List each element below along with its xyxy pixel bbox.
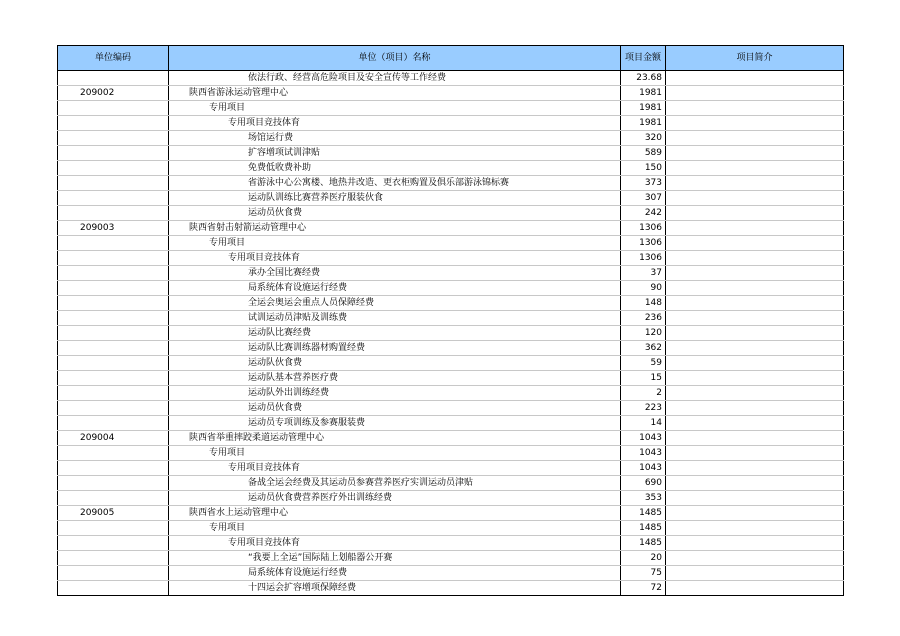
table-row bbox=[58, 236, 844, 251]
table-row bbox=[58, 446, 844, 461]
unit-name-cell: 试训运动员津贴及训练费 bbox=[169, 311, 621, 326]
amount-cell: 72 bbox=[621, 581, 666, 596]
unit-code-cell bbox=[58, 371, 169, 386]
amount-cell: 2 bbox=[621, 386, 666, 401]
amount-cell: 589 bbox=[621, 146, 666, 161]
table-row bbox=[58, 536, 844, 551]
amount-cell: 1981 bbox=[621, 116, 666, 131]
header-description: 项目简介 bbox=[666, 46, 844, 71]
table-row bbox=[58, 341, 844, 356]
unit-code-cell bbox=[58, 191, 169, 206]
unit-name-cell: 省游泳中心公寓楼、地热井改造、更衣柜购置及俱乐部游泳锦标赛 bbox=[169, 176, 621, 191]
unit-code-cell bbox=[58, 176, 169, 191]
table-row bbox=[58, 86, 844, 101]
unit-name-cell: 局系统体育设施运行经费 bbox=[169, 566, 621, 581]
unit-name-cell: 全运会奥运会重点人员保障经费 bbox=[169, 296, 621, 311]
description-cell bbox=[666, 476, 844, 491]
table-row bbox=[58, 521, 844, 536]
unit-code-cell bbox=[58, 326, 169, 341]
table-row bbox=[58, 146, 844, 161]
amount-cell: 320 bbox=[621, 131, 666, 146]
amount-cell: 690 bbox=[621, 476, 666, 491]
description-cell bbox=[666, 356, 844, 371]
unit-code-cell: 209002 bbox=[58, 86, 169, 101]
unit-code-cell bbox=[58, 311, 169, 326]
unit-name-cell: 扩容增项试训津贴 bbox=[169, 146, 621, 161]
unit-code-cell bbox=[58, 206, 169, 221]
description-cell bbox=[666, 551, 844, 566]
unit-name-cell: 场馆运行费 bbox=[169, 131, 621, 146]
amount-cell: 15 bbox=[621, 371, 666, 386]
unit-code-cell bbox=[58, 401, 169, 416]
table-row bbox=[58, 176, 844, 191]
header-amount: 项目金额 bbox=[621, 46, 666, 71]
description-cell bbox=[666, 371, 844, 386]
unit-name-cell: 运动队比赛经费 bbox=[169, 326, 621, 341]
description-cell bbox=[666, 401, 844, 416]
amount-cell: 1306 bbox=[621, 221, 666, 236]
unit-code-cell bbox=[58, 281, 169, 296]
table-row bbox=[58, 131, 844, 146]
description-cell bbox=[666, 341, 844, 356]
amount-cell: 23.68 bbox=[621, 71, 666, 86]
table-row bbox=[58, 371, 844, 386]
table-row bbox=[58, 206, 844, 221]
unit-name-cell: 专用项目竞技体育 bbox=[169, 461, 621, 476]
table-row bbox=[58, 401, 844, 416]
amount-cell: 150 bbox=[621, 161, 666, 176]
description-cell bbox=[666, 521, 844, 536]
description-cell bbox=[666, 581, 844, 596]
unit-name-cell: 运动队训练比赛营养医疗服装伙食 bbox=[169, 191, 621, 206]
table-row bbox=[58, 386, 844, 401]
description-cell bbox=[666, 161, 844, 176]
description-cell bbox=[666, 86, 844, 101]
unit-code-cell bbox=[58, 266, 169, 281]
unit-name-cell: 专用项目 bbox=[169, 446, 621, 461]
unit-name-cell: 专用项目 bbox=[169, 236, 621, 251]
amount-cell: 307 bbox=[621, 191, 666, 206]
table-row bbox=[58, 251, 844, 266]
unit-name-cell: 运动员伙食费营养医疗外出训练经费 bbox=[169, 491, 621, 506]
table-header-row bbox=[58, 46, 844, 71]
unit-code-cell bbox=[58, 71, 169, 86]
unit-name-cell: 运动队比赛训练器材购置经费 bbox=[169, 341, 621, 356]
unit-code-cell bbox=[58, 236, 169, 251]
unit-code-cell bbox=[58, 551, 169, 566]
budget-table-sheet bbox=[57, 45, 843, 596]
unit-code-cell bbox=[58, 146, 169, 161]
unit-code-cell: 209005 bbox=[58, 506, 169, 521]
description-cell bbox=[666, 446, 844, 461]
unit-name-cell: 局系统体育设施运行经费 bbox=[169, 281, 621, 296]
table-row bbox=[58, 416, 844, 431]
unit-name-cell: 陕西省游泳运动管理中心 bbox=[169, 86, 621, 101]
amount-cell: 20 bbox=[621, 551, 666, 566]
unit-name-cell: 依法行政、经营高危险项目及安全宣传等工作经费 bbox=[169, 71, 621, 86]
unit-name-cell: 陕西省举重摔跤柔道运动管理中心 bbox=[169, 431, 621, 446]
description-cell bbox=[666, 431, 844, 446]
amount-cell: 1981 bbox=[621, 101, 666, 116]
description-cell bbox=[666, 566, 844, 581]
amount-cell: 1485 bbox=[621, 536, 666, 551]
table-row bbox=[58, 161, 844, 176]
unit-code-cell bbox=[58, 491, 169, 506]
amount-cell: 148 bbox=[621, 296, 666, 311]
unit-code-cell bbox=[58, 341, 169, 356]
unit-name-cell: 专用项目 bbox=[169, 521, 621, 536]
amount-cell: 14 bbox=[621, 416, 666, 431]
table-row bbox=[58, 326, 844, 341]
description-cell bbox=[666, 176, 844, 191]
unit-name-cell: 运动队外出训练经费 bbox=[169, 386, 621, 401]
unit-code-cell bbox=[58, 116, 169, 131]
description-cell bbox=[666, 146, 844, 161]
unit-name-cell: 陕西省射击射箭运动管理中心 bbox=[169, 221, 621, 236]
description-cell bbox=[666, 116, 844, 131]
table-row bbox=[58, 476, 844, 491]
unit-name-cell: 陕西省水上运动管理中心 bbox=[169, 506, 621, 521]
unit-code-cell bbox=[58, 446, 169, 461]
amount-cell: 373 bbox=[621, 176, 666, 191]
table-row bbox=[58, 461, 844, 476]
amount-cell: 1485 bbox=[621, 506, 666, 521]
description-cell bbox=[666, 191, 844, 206]
unit-code-cell bbox=[58, 386, 169, 401]
unit-code-cell bbox=[58, 416, 169, 431]
unit-code-cell bbox=[58, 356, 169, 371]
amount-cell: 120 bbox=[621, 326, 666, 341]
table-row bbox=[58, 191, 844, 206]
description-cell bbox=[666, 296, 844, 311]
header-unit-code: 单位编码 bbox=[58, 46, 169, 71]
unit-code-cell: 209004 bbox=[58, 431, 169, 446]
amount-cell: 1981 bbox=[621, 86, 666, 101]
budget-table bbox=[57, 45, 844, 596]
table-row bbox=[58, 221, 844, 236]
unit-code-cell bbox=[58, 521, 169, 536]
description-cell bbox=[666, 536, 844, 551]
amount-cell: 236 bbox=[621, 311, 666, 326]
amount-cell: 1043 bbox=[621, 461, 666, 476]
description-cell bbox=[666, 326, 844, 341]
table-row bbox=[58, 116, 844, 131]
unit-name-cell: 专用项目竞技体育 bbox=[169, 251, 621, 266]
table-row bbox=[58, 71, 844, 86]
unit-name-cell: 运动员伙食费 bbox=[169, 206, 621, 221]
table-row bbox=[58, 551, 844, 566]
description-cell bbox=[666, 266, 844, 281]
unit-name-cell: 运动队伙食费 bbox=[169, 356, 621, 371]
description-cell bbox=[666, 461, 844, 476]
unit-code-cell bbox=[58, 251, 169, 266]
table-row bbox=[58, 506, 844, 521]
table-body bbox=[58, 71, 844, 596]
description-cell bbox=[666, 101, 844, 116]
description-cell bbox=[666, 221, 844, 236]
header-unit-name: 单位（项目）名称 bbox=[169, 46, 621, 71]
amount-cell: 362 bbox=[621, 341, 666, 356]
table-row bbox=[58, 296, 844, 311]
unit-code-cell bbox=[58, 161, 169, 176]
amount-cell: 1485 bbox=[621, 521, 666, 536]
unit-name-cell: 承办全国比赛经费 bbox=[169, 266, 621, 281]
amount-cell: 223 bbox=[621, 401, 666, 416]
description-cell bbox=[666, 311, 844, 326]
table-row bbox=[58, 431, 844, 446]
description-cell bbox=[666, 506, 844, 521]
unit-name-cell: “我要上全运”国际陆上划船器公开赛 bbox=[169, 551, 621, 566]
unit-code-cell bbox=[58, 476, 169, 491]
amount-cell: 59 bbox=[621, 356, 666, 371]
description-cell bbox=[666, 251, 844, 266]
description-cell bbox=[666, 386, 844, 401]
unit-name-cell: 专用项目 bbox=[169, 101, 621, 116]
description-cell bbox=[666, 491, 844, 506]
table-row bbox=[58, 566, 844, 581]
description-cell bbox=[666, 416, 844, 431]
amount-cell: 242 bbox=[621, 206, 666, 221]
amount-cell: 37 bbox=[621, 266, 666, 281]
table-row bbox=[58, 491, 844, 506]
unit-code-cell bbox=[58, 461, 169, 476]
amount-cell: 353 bbox=[621, 491, 666, 506]
unit-code-cell bbox=[58, 131, 169, 146]
unit-name-cell: 专用项目竞技体育 bbox=[169, 536, 621, 551]
unit-code-cell bbox=[58, 536, 169, 551]
unit-code-cell: 209003 bbox=[58, 221, 169, 236]
unit-code-cell bbox=[58, 101, 169, 116]
table-row bbox=[58, 311, 844, 326]
description-cell bbox=[666, 236, 844, 251]
amount-cell: 1306 bbox=[621, 236, 666, 251]
description-cell bbox=[666, 206, 844, 221]
unit-name-cell: 免费低收费补助 bbox=[169, 161, 621, 176]
description-cell bbox=[666, 131, 844, 146]
unit-code-cell bbox=[58, 566, 169, 581]
unit-name-cell: 运动队基本营养医疗费 bbox=[169, 371, 621, 386]
amount-cell: 1043 bbox=[621, 446, 666, 461]
unit-name-cell: 运动员专项训练及参赛服装费 bbox=[169, 416, 621, 431]
table-row bbox=[58, 356, 844, 371]
table-row bbox=[58, 281, 844, 296]
table-row bbox=[58, 266, 844, 281]
amount-cell: 90 bbox=[621, 281, 666, 296]
unit-code-cell bbox=[58, 581, 169, 596]
unit-name-cell: 专用项目竞技体育 bbox=[169, 116, 621, 131]
amount-cell: 75 bbox=[621, 566, 666, 581]
amount-cell: 1043 bbox=[621, 431, 666, 446]
table-row bbox=[58, 101, 844, 116]
unit-name-cell: 十四运会扩容增项保障经费 bbox=[169, 581, 621, 596]
description-cell bbox=[666, 71, 844, 86]
unit-name-cell: 运动员伙食费 bbox=[169, 401, 621, 416]
table-row bbox=[58, 581, 844, 596]
unit-name-cell: 备战全运会经费及其运动员参赛营养医疗实训运动员津贴 bbox=[169, 476, 621, 491]
amount-cell: 1306 bbox=[621, 251, 666, 266]
description-cell bbox=[666, 281, 844, 296]
unit-code-cell bbox=[58, 296, 169, 311]
